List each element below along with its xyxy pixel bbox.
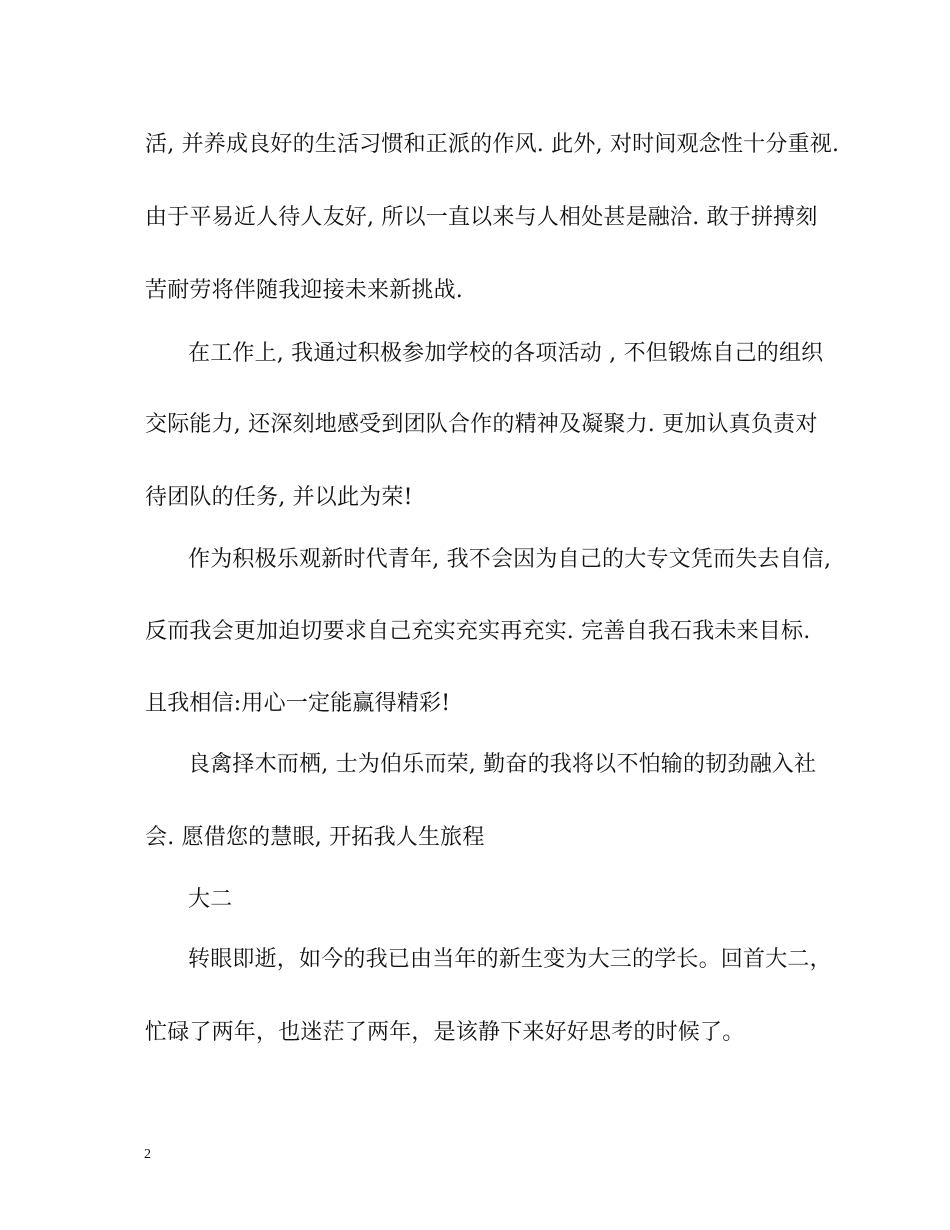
paragraph-line: 活, 并养成良好的生活习惯和正派的作风. 此外, 对时间观念性十分重视.: [145, 132, 840, 157]
paragraph-line: 转眼即逝，如今的我已由当年的新生变为大三的学长。回首大二，: [188, 947, 832, 972]
paragraph-line: 忙碌了两年，也迷茫了两年，是该静下来好好思考的时候了。: [145, 1020, 745, 1045]
section-heading: 大二: [188, 887, 233, 912]
page-number: 2: [144, 1147, 151, 1162]
paragraph-line: 苦耐劳将伴随我迎接未来新挑战.: [145, 278, 463, 303]
paragraph-line: 待团队的任务, 并以此为荣!: [145, 485, 413, 510]
paragraph-line: 在工作上, 我通过积极参加学校的各项活动 , 不但锻炼自己的组织: [188, 341, 824, 366]
paragraph-line: 由于平易近人待人友好, 所以一直以来与人相处甚是融洽. 敢于拼搏刻: [145, 205, 818, 230]
paragraph-line: 交际能力, 还深刻地感受到团队合作的精神及凝聚力. 更加认真负责对: [145, 412, 818, 437]
paragraph-line: 反而我会更加迫切要求自己充实充实再充实. 完善自我石我未来目标.: [145, 619, 811, 644]
paragraph-line: 良禽择木而栖, 士为伯乐而荣, 勤奋的我将以不怕输的韧劲融入社: [188, 752, 817, 777]
paragraph-line: 且我相信:用心一定能赢得精彩!: [145, 691, 451, 716]
paragraph-line: 会. 愿借您的慧眼, 开拓我人生旅程: [145, 825, 485, 850]
paragraph-line: 作为积极乐观新时代青年, 我不会因为自己的大专文凭而失去自信,: [188, 547, 832, 572]
